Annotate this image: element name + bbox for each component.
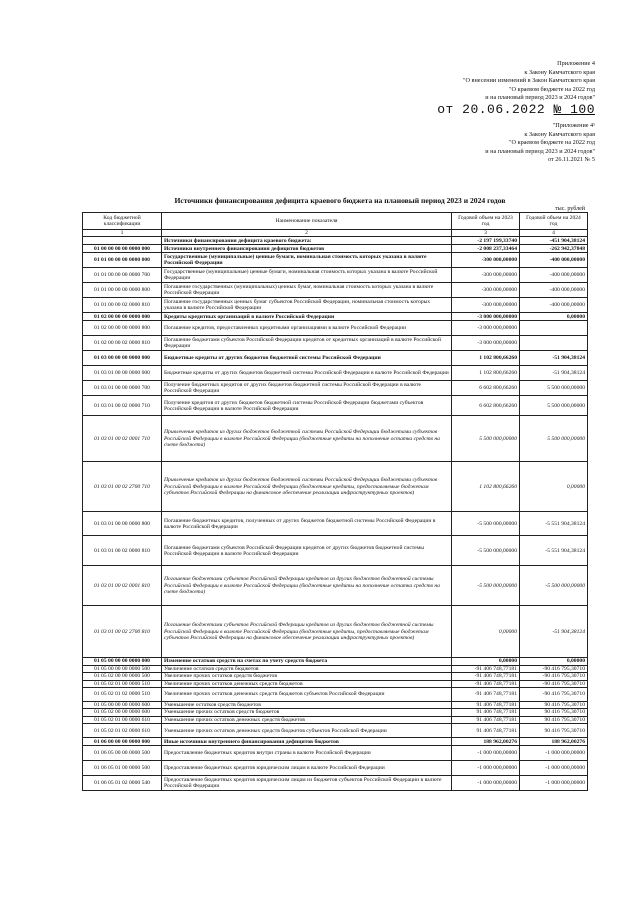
row-name: Увеличение прочих остатков денежных средств бюджетов: [162, 680, 452, 687]
row-value-2024: -1 000 000,00000: [520, 746, 588, 761]
table-row: [83, 396, 588, 416]
row-value-2023: 91 406 748,77181: [452, 716, 520, 723]
table-row: [83, 298, 588, 313]
row-value-2023: -300 000,00000: [452, 298, 520, 313]
row-value-2024: [520, 336, 588, 351]
row-code: 01 05 02 01 00 0000 610: [83, 716, 162, 723]
header-line: от 26.11.2021 № 5: [548, 156, 595, 164]
row-name: Погашение кредитов, предоставленных кредитными организациями в валюте Российской Федерации: [162, 321, 452, 336]
row-value-2023: -300 000,00000: [452, 253, 520, 268]
table-row: [83, 366, 588, 381]
row-code: 01 06 05 01 00 0000 500: [83, 761, 162, 776]
row-code: 01 01 00 00 00 0000 800: [83, 283, 162, 298]
row-value-2023: 91 406 748,77181: [452, 702, 520, 709]
row-name: Привлечение кредитов из других бюджетов бюджетной системы Российской Федерации бюджетами субъектов Российской Федерации в валюте Российской Федерации (бюджетные кредиты на пополнение остатка средств на счете бюджета): [162, 416, 452, 462]
row-code: 01 05 02 01 00 0000 510: [83, 680, 162, 687]
table-row: [83, 237, 588, 245]
row-code: 01 03 01 00 02 2700 810: [83, 606, 162, 658]
table-row: [83, 738, 588, 746]
header-2023: Годовой объем на 2023 год: [452, 213, 520, 230]
row-name: Погашение бюджетами субъектов Российской Федерации кредитов от других бюджетов бюджетной системы Российской Федерации в валюте Российской Федерации: [162, 536, 452, 566]
row-value-2024: -5 500 000,00000: [520, 566, 588, 606]
table-row: [83, 245, 588, 253]
header-code: Код бюджетной классификации: [83, 213, 162, 230]
col-number: 1: [83, 230, 162, 237]
row-value-2024: -5 551 904,38124: [520, 512, 588, 536]
table-row: [83, 709, 588, 716]
row-value-2024: -400 000,00000: [520, 283, 588, 298]
row-value-2024: -90 416 795,30710: [520, 680, 588, 687]
header-line: и на плановый период 2023 и 2024 годов": [485, 147, 595, 155]
row-value-2024: -90 416 795,30710: [520, 688, 588, 702]
col-number: 4: [520, 230, 588, 237]
row-value-2024: 90 416 795,30710: [520, 702, 588, 709]
table-row: [83, 416, 588, 462]
row-value-2024: -90 416 795,30710: [520, 673, 588, 680]
row-name: Погашение бюджетами субъектов Российской Федерации кредитов из других бюджетов бюджетной системы Российской Федерации в валюте Российской Федерации (бюджетные кредиты на пополнение остатка средств на счете бюджета): [162, 566, 452, 606]
row-code: 01 05 00 00 00 0000 600: [83, 702, 162, 709]
row-value-2023: -2 008 237,33464: [452, 245, 520, 253]
table-row: [83, 702, 588, 709]
table-row: [83, 268, 588, 283]
row-name: Погашение государственных (муниципальных) ценных бумаг, номинальная стоимость которых указана в валюте Российской Федерации: [162, 283, 452, 298]
row-code: 01 05 02 01 02 0000 510: [83, 688, 162, 702]
table-row: [83, 351, 588, 366]
table-row: [83, 536, 588, 566]
header-line: Приложение 4: [557, 60, 595, 67]
row-value-2024: 0,00000: [520, 313, 588, 321]
row-value-2023: -1 000 000,00000: [452, 761, 520, 776]
row-value-2024: -400 000,00000: [520, 298, 588, 313]
row-code: 01 00 00 00 00 0000 000: [83, 245, 162, 253]
row-name: Государственные (муниципальные) ценные бумаги, номинальная стоимость которых указана в валюте Российской Федерации: [162, 253, 452, 268]
row-value-2023: 0,00000: [452, 606, 520, 658]
row-code: 01 02 00 00 02 0000 810: [83, 336, 162, 351]
row-name: Источники финансирования дефицита краевого бюджета:: [162, 237, 452, 245]
header-line: к Закону Камчатского края: [524, 68, 595, 76]
row-code: 01 03 01 00 02 0001 810: [83, 566, 162, 606]
stamp-number: № 100: [553, 101, 595, 117]
stamp-date: от 20.06.2022: [437, 101, 546, 117]
row-value-2023: 6 602 800,66260: [452, 381, 520, 396]
row-value-2023: 6 602 800,66260: [452, 396, 520, 416]
table-row: [83, 746, 588, 761]
row-name: Увеличение прочих остатков денежных средств бюджетов субъектов Российской Федерации: [162, 688, 452, 702]
row-code: 01 03 01 00 02 0001 710: [83, 416, 162, 462]
row-name: Предоставление бюджетных кредитов внутри страны в валюте Российской Федерации: [162, 746, 452, 761]
table-row: [83, 321, 588, 336]
row-value-2023: -3 000 000,00000: [452, 321, 520, 336]
table-row: [83, 724, 588, 738]
row-value-2024: -51 904,38124: [520, 606, 588, 658]
row-name: Получение кредитов от других бюджетов бюджетной системы Российской Федерации бюджетами субъектов Российской Федерации в валюте Российской Федерации: [162, 396, 452, 416]
row-code: 01 03 01 00 00 0000 700: [83, 381, 162, 396]
row-value-2023: -300 000,00000: [452, 283, 520, 298]
table-row: [83, 336, 588, 351]
row-value-2024: -400 000,00000: [520, 253, 588, 268]
units-label: тыс. рублей: [555, 206, 585, 212]
row-code: 01 05 02 01 02 0000 610: [83, 724, 162, 738]
row-value-2023: -5 500 000,00000: [452, 536, 520, 566]
table-row: [83, 673, 588, 680]
row-value-2023: -2 197 199,33740: [452, 237, 520, 245]
row-value-2023: -3 000 000,00000: [452, 313, 520, 321]
row-value-2024: 5 500 000,00000: [520, 416, 588, 462]
row-name: Уменьшение прочих остатков денежных средств бюджетов субъектов Российской Федерации: [162, 724, 452, 738]
row-name: Увеличение прочих остатков средств бюджетов: [162, 673, 452, 680]
row-value-2024: -90 416 795,30710: [520, 665, 588, 672]
row-code: 01 03 01 00 02 0000 710: [83, 396, 162, 416]
row-value-2023: 91 406 748,77181: [452, 709, 520, 716]
row-code: 01 05 02 00 00 0000 500: [83, 673, 162, 680]
row-code: 01 06 00 00 00 0000 000: [83, 738, 162, 746]
row-value-2023: -91 406 748,77181: [452, 673, 520, 680]
header-line: к Закону Камчатского края: [524, 130, 595, 138]
row-name: Предоставление бюджетных кредитов юридическим лицам в валюте Российской Федерации: [162, 761, 452, 776]
row-name: Бюджетные кредиты от других бюджетов бюджетной системы Российской Федерации в валюте Российской Федерации: [162, 366, 452, 381]
row-value-2024: -451 904,38124: [520, 237, 588, 245]
document-title: Источники финансирования дефицита краевого бюджета на плановый период 2023 и 2024 годов: [174, 196, 506, 205]
row-name: Кредиты кредитных организаций в валюте Российской Федерации: [162, 313, 452, 321]
row-code: 01 03 01 00 00 0000 000: [83, 366, 162, 381]
row-value-2023: -91 406 748,77181: [452, 688, 520, 702]
row-value-2024: -400 000,00000: [520, 268, 588, 283]
row-value-2024: 0,00000: [520, 462, 588, 512]
row-name: Увеличение остатков средств бюджетов: [162, 665, 452, 672]
table-row: [83, 566, 588, 606]
header-line: "О краевом бюджете на 2022 год: [509, 85, 595, 93]
row-value-2023: -1 000 000,00000: [452, 746, 520, 761]
row-value-2024: 5 500 000,00000: [520, 381, 588, 396]
row-value-2023: 1 102 800,66260: [452, 462, 520, 512]
table-row: [83, 283, 588, 298]
row-name: Погашение государственных ценных бумаг субъектов Российской Федерации, номинальная стоимость которых указана в валюте Российской Федерации: [162, 298, 452, 313]
row-value-2023: 5 500 000,00000: [452, 416, 520, 462]
row-value-2023: -3 000 000,00000: [452, 336, 520, 351]
row-name: Государственные (муниципальные) ценные бумаги, номинальная стоимость которых указана в валюте Российской Федерации: [162, 268, 452, 283]
row-code: 01 06 05 00 00 0000 500: [83, 746, 162, 761]
row-name: Иные источники внутреннего финансирования дефицитов бюджетов: [162, 738, 452, 746]
table-row: [83, 512, 588, 536]
table-row: [83, 665, 588, 672]
header-block-appendix: [485, 122, 595, 165]
row-name: Бюджетные кредиты от других бюджетов бюджетной системы Российской Федерации: [162, 351, 452, 366]
row-value-2023: -91 406 748,77181: [452, 665, 520, 672]
row-value-2023: -91 406 748,77181: [452, 680, 520, 687]
row-name: Уменьшение прочих остатков средств бюджетов: [162, 709, 452, 716]
row-value-2024: [520, 321, 588, 336]
row-value-2023: 91 406 748,77181: [452, 724, 520, 738]
header-line: "О краевом бюджете на 2022 год: [509, 139, 595, 147]
row-value-2023: 0,00000: [452, 658, 520, 665]
row-name: Погашение бюджетных кредитов, полученных от других бюджетов бюджетной системы Российской Федерации в валюте Российской Федерации: [162, 512, 452, 536]
table-body: [83, 237, 588, 791]
row-name: Уменьшение прочих остатков денежных средств бюджетов: [162, 716, 452, 723]
row-name: Изменение остатков средств на счетах по учету средств бюджета: [162, 658, 452, 665]
row-value-2023: -5 500 000,00000: [452, 512, 520, 536]
table-row: [83, 716, 588, 723]
row-code: 01 05 02 00 00 0000 600: [83, 709, 162, 716]
date-number-stamp: [437, 103, 595, 117]
row-value-2024: -51 904,38124: [520, 351, 588, 366]
row-value-2023: -5 500 000,00000: [452, 566, 520, 606]
row-code: 01 06 05 01 02 0000 540: [83, 776, 162, 791]
col-number: 2: [162, 230, 452, 237]
row-value-2024: -1 000 000,00000: [520, 776, 588, 791]
table-row: [83, 761, 588, 776]
row-code: [83, 237, 162, 245]
row-code: 01 01 00 00 02 0000 810: [83, 298, 162, 313]
row-value-2024: 0,00000: [520, 658, 588, 665]
row-name: Погашение бюджетами субъектов Российской Федерации кредитов от кредитных организаций в валюте Российской Федерации: [162, 336, 452, 351]
row-name: Получение бюджетных кредитов от других бюджетов бюджетной системы Российской Федерации в валюте Российской Федерации: [162, 381, 452, 396]
row-value-2024: 5 500 000,00000: [520, 396, 588, 416]
header-2024: Годовой объем на 2024 год: [520, 213, 588, 230]
row-code: 01 03 00 00 00 0000 000: [83, 351, 162, 366]
header-line: "Приложение 4¹: [552, 122, 595, 129]
header-block-amendment: [437, 60, 595, 117]
row-name: Привлечение кредитов из других бюджетов бюджетной системы Российской Федерации бюджетами субъектов Российской Федерации в валюте Российской Федерации (бюджетные кредиты, предоставляемые бюджетам субъектов Российской Федерации на финансовое обеспечение реализации инфраструктурных проектов): [162, 462, 452, 512]
row-name: Источники внутреннего финансирования дефицитов бюджетов: [162, 245, 452, 253]
row-code: 01 03 01 00 02 2700 710: [83, 462, 162, 512]
financing-sources-table: [82, 212, 588, 791]
row-code: 01 05 00 00 00 0000 500: [83, 665, 162, 672]
table-row: [83, 462, 588, 512]
row-value-2024: 90 416 795,30710: [520, 724, 588, 738]
row-code: 01 05 00 00 00 0000 000: [83, 658, 162, 665]
row-value-2024: -1 000 000,00000: [520, 761, 588, 776]
row-value-2024: -5 551 904,38124: [520, 536, 588, 566]
row-name: Предоставление бюджетных кредитов юридическим лицам из бюджетов субъектов Российской Федерации в валюте Российской Федерации: [162, 776, 452, 791]
table-row: [83, 253, 588, 268]
table-row: [83, 606, 588, 658]
row-value-2024: 188 962,00276: [520, 738, 588, 746]
table-row: [83, 381, 588, 396]
header-line: "О внесении изменений в Закон Камчатского края: [463, 77, 595, 85]
col-number: 3: [452, 230, 520, 237]
row-name: Уменьшение остатков средств бюджетов: [162, 702, 452, 709]
header-line: и на плановый период 2023 и 2024 годов": [485, 94, 595, 102]
table-row: [83, 680, 588, 687]
row-value-2024: 90 416 795,30710: [520, 716, 588, 723]
table-row: [83, 313, 588, 321]
table-row: [83, 776, 588, 791]
row-value-2023: 1 102 800,66260: [452, 351, 520, 366]
row-code: 01 01 00 00 00 0000 700: [83, 268, 162, 283]
table-row: [83, 658, 588, 665]
row-value-2023: -300 000,00000: [452, 268, 520, 283]
row-value-2024: 90 416 795,30710: [520, 709, 588, 716]
row-code: 01 02 00 00 00 0000 800: [83, 321, 162, 336]
row-value-2023: -1 000 000,00000: [452, 776, 520, 791]
row-code: 01 03 01 00 02 0000 810: [83, 536, 162, 566]
row-value-2024: -262 942,37848: [520, 245, 588, 253]
row-value-2023: 188 962,00276: [452, 738, 520, 746]
row-name: Погашение бюджетами субъектов Российской Федерации кредитов из других бюджетов бюджетной системы Российской Федерации в валюте Российской Федерации (бюджетные кредиты, предоставляемые бюджетам субъектов Российской Федерации на финансовое обеспечение реализации инфраструктурных проектов): [162, 606, 452, 658]
header-name: Наименование показателя: [162, 213, 452, 230]
row-code: 01 03 01 00 00 0000 800: [83, 512, 162, 536]
row-value-2023: 1 102 800,66260: [452, 366, 520, 381]
table-row: [83, 688, 588, 702]
row-value-2024: -51 904,38124: [520, 366, 588, 381]
row-code: 01 02 00 00 00 0000 000: [83, 313, 162, 321]
row-code: 01 01 00 00 00 0000 000: [83, 253, 162, 268]
